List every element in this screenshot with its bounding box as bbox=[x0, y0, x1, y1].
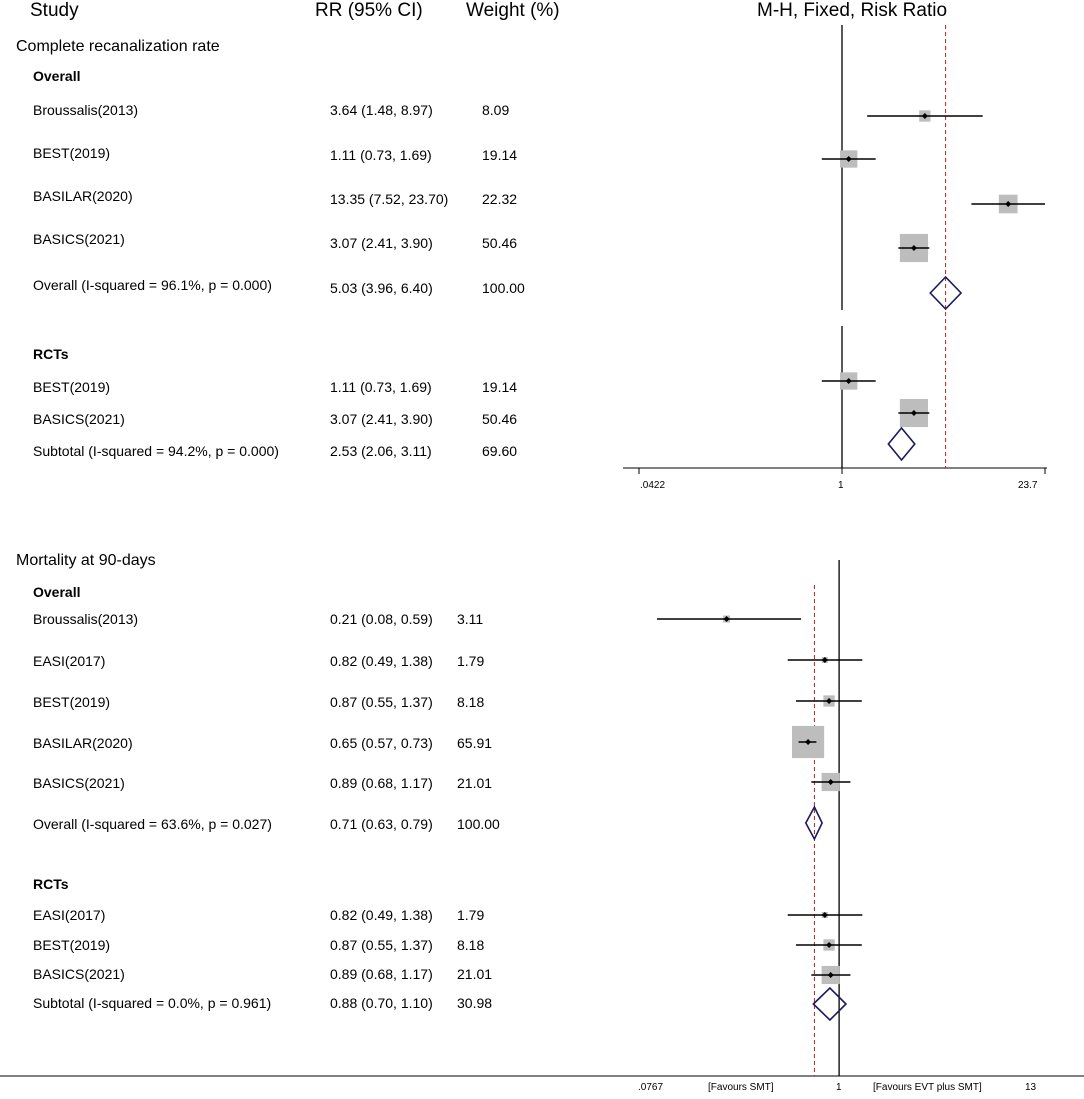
study-label: BEST(2019) bbox=[33, 694, 111, 710]
summary-label: Subtotal (I-squared = 94.2%, p = 0.000) bbox=[33, 443, 279, 459]
header-weight: Weight (%) bbox=[466, 0, 560, 21]
group-label-rcts: RCTs bbox=[33, 346, 69, 362]
rr-ci-value: 3.07 (2.41, 3.90) bbox=[330, 411, 433, 427]
weight-value: 19.14 bbox=[482, 147, 518, 163]
weight-value: 69.60 bbox=[482, 443, 518, 459]
weight-value: 30.98 bbox=[457, 995, 493, 1011]
study-label: Broussalis(2013) bbox=[33, 102, 139, 118]
weight-value: 22.32 bbox=[482, 191, 518, 207]
weight-value: 3.11 bbox=[457, 611, 484, 627]
rr-ci-value: 1.11 (0.73, 1.69) bbox=[330, 379, 432, 395]
weight-value: 100.00 bbox=[457, 816, 500, 832]
panel-title-recanalization: Complete recanalization rate bbox=[16, 38, 220, 55]
rr-ci-value: 5.03 (3.96, 6.40) bbox=[330, 280, 433, 296]
summary-diamond bbox=[813, 988, 846, 1020]
study-label: EASI(2017) bbox=[33, 653, 106, 669]
axis-tick-label: 1 bbox=[838, 480, 844, 491]
header-study: Study bbox=[30, 0, 79, 21]
header-method: M-H, Fixed, Risk Ratio bbox=[757, 0, 948, 21]
study-label: BASICS(2021) bbox=[33, 231, 125, 247]
rr-ci-value: 0.87 (0.55, 1.37) bbox=[330, 937, 433, 953]
group-label-overall: Overall bbox=[33, 584, 81, 600]
study-label: EASI(2017) bbox=[33, 907, 106, 923]
rr-ci-value: 1.11 (0.73, 1.69) bbox=[330, 147, 432, 163]
summary-label: Subtotal (I-squared = 0.0%, p = 0.961) bbox=[33, 995, 272, 1011]
rr-ci-value: 0.89 (0.68, 1.17) bbox=[330, 966, 433, 982]
rr-ci-value: 0.88 (0.70, 1.10) bbox=[330, 995, 433, 1011]
rr-ci-value: 0.82 (0.49, 1.38) bbox=[330, 907, 433, 923]
rr-ci-value: 0.82 (0.49, 1.38) bbox=[330, 653, 433, 669]
weight-value: 1.79 bbox=[457, 907, 485, 923]
favours-right-label: [Favours EVT plus SMT] bbox=[873, 1082, 982, 1093]
axis-tick-label: .0422 bbox=[640, 480, 666, 491]
rr-ci-value: 0.71 (0.63, 0.79) bbox=[330, 816, 433, 832]
header-rr: RR (95% CI) bbox=[315, 0, 423, 21]
axis-tick-label: 13 bbox=[1025, 1082, 1037, 1093]
weight-value: 50.46 bbox=[482, 411, 518, 427]
rr-ci-value: 0.21 (0.08, 0.59) bbox=[330, 611, 433, 627]
weight-value: 8.09 bbox=[482, 102, 510, 118]
group-label-overall: Overall bbox=[33, 68, 81, 84]
study-label: BEST(2019) bbox=[33, 937, 111, 953]
summary-label: Overall (I-squared = 63.6%, p = 0.027) bbox=[33, 816, 272, 832]
weight-value: 8.18 bbox=[457, 937, 485, 953]
group-label-rcts: RCTs bbox=[33, 876, 69, 892]
study-label: BASILAR(2020) bbox=[33, 188, 133, 204]
weight-value: 8.18 bbox=[457, 694, 485, 710]
summary-diamond bbox=[888, 428, 914, 460]
summary-label: Overall (I-squared = 96.1%, p = 0.000) bbox=[33, 277, 272, 293]
rr-ci-value: 3.07 (2.41, 3.90) bbox=[330, 235, 433, 251]
study-label: BASICS(2021) bbox=[33, 775, 125, 791]
study-label: BASICS(2021) bbox=[33, 966, 125, 982]
rr-ci-value: 0.89 (0.68, 1.17) bbox=[330, 775, 433, 791]
study-label: BASICS(2021) bbox=[33, 411, 125, 427]
rr-ci-value: 13.35 (7.52, 23.70) bbox=[330, 191, 449, 207]
rr-ci-value: 0.87 (0.55, 1.37) bbox=[330, 694, 433, 710]
favours-left-label: [Favours SMT] bbox=[708, 1082, 774, 1093]
panel-title-mortality: Mortality at 90-days bbox=[16, 552, 156, 569]
weight-value: 19.14 bbox=[482, 379, 518, 395]
weight-value: 21.01 bbox=[457, 775, 493, 791]
axis-tick-label: .0767 bbox=[638, 1082, 664, 1093]
rr-ci-value: 2.53 (2.06, 3.11) bbox=[330, 443, 432, 459]
rr-ci-value: 3.64 (1.48, 8.97) bbox=[330, 102, 433, 118]
rr-ci-value: 0.65 (0.57, 0.73) bbox=[330, 735, 433, 751]
study-label: BEST(2019) bbox=[33, 145, 111, 161]
study-label: BEST(2019) bbox=[33, 379, 111, 395]
weight-value: 21.01 bbox=[457, 966, 493, 982]
study-label: BASILAR(2020) bbox=[33, 735, 133, 751]
weight-value: 65.91 bbox=[457, 735, 493, 751]
axis-tick-label: 23.7 bbox=[1018, 480, 1038, 491]
weight-value: 1.79 bbox=[457, 653, 485, 669]
study-label: Broussalis(2013) bbox=[33, 611, 139, 627]
axis-tick-label: 1 bbox=[836, 1082, 842, 1093]
weight-value: 50.46 bbox=[482, 235, 518, 251]
weight-value: 100.00 bbox=[482, 280, 525, 296]
